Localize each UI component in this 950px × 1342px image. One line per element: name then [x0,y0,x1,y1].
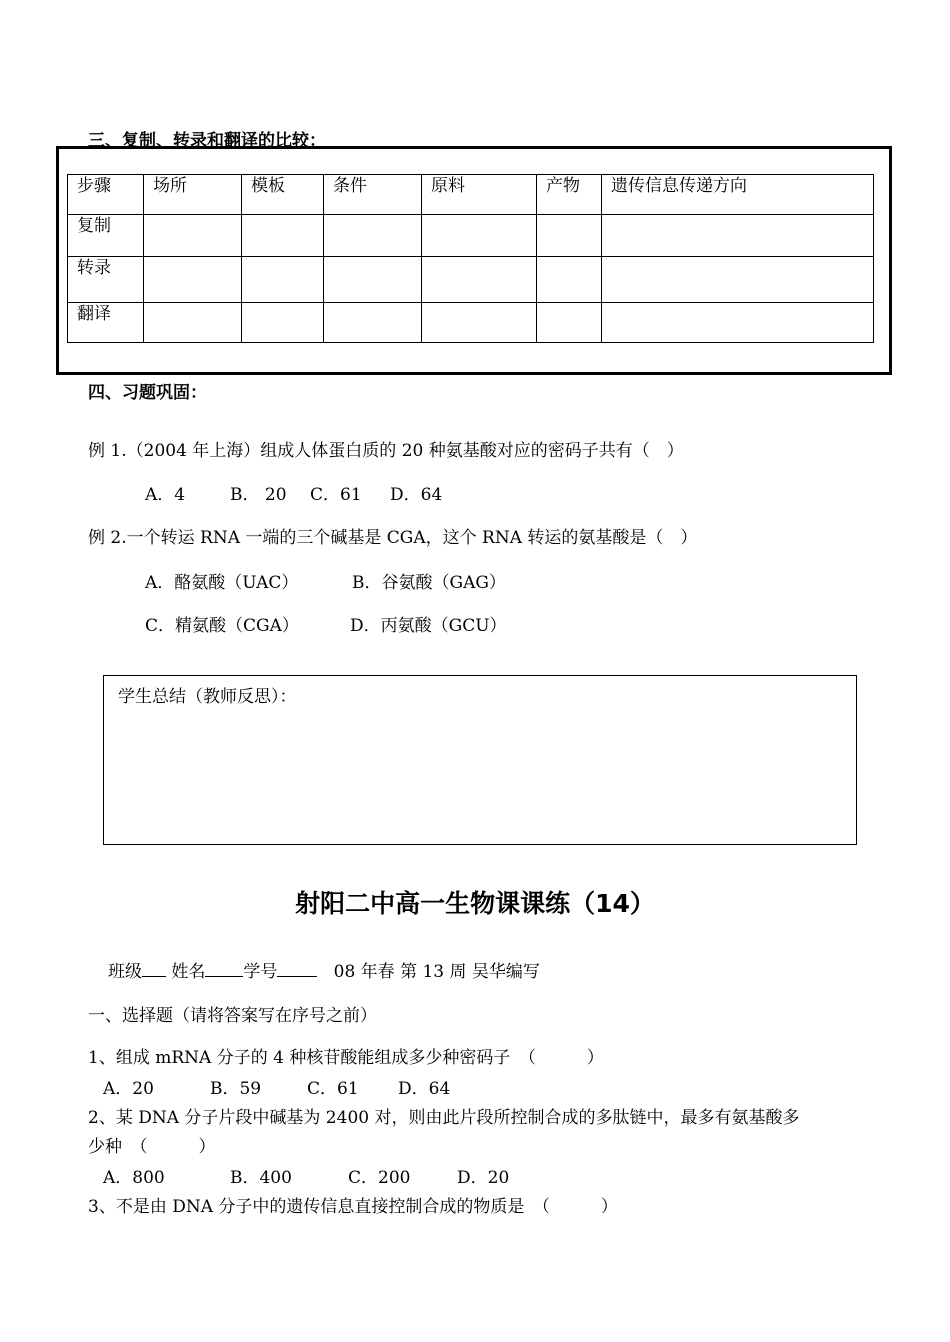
q1-option-a: A．20 [103,1079,154,1099]
q1-option-b: B．59 [210,1079,262,1099]
summary-box[interactable] [103,675,857,845]
table-cell [144,257,242,303]
example1-question: 例 1.（2004 年上海）组成人体蛋白质的 20 种氨基酸对应的密码子共有（ ） [88,441,684,461]
section3-heading: 三、复制、转录和翻译的比较： [88,131,326,151]
question-2-line1: 2、某 DNA 分子片段中碱基为 2400 对，则由此片段所控制合成的多肽链中，最多有氨基酸多 [88,1108,800,1128]
class-label: 班级 [108,962,142,982]
comparison-table [67,174,874,343]
table-cell [537,215,602,257]
q1-option-d: D．64 [398,1079,451,1099]
table-header-cell: 产物 [537,175,602,215]
table-row [68,215,874,257]
example1-option-a: A．4 [145,485,186,505]
table-cell [422,215,537,257]
table-header-cell: 模板 [242,175,324,215]
table-cell [537,257,602,303]
table-header-cell: 原料 [422,175,537,215]
table-cell [422,303,537,343]
meta-info: 08 年春 第 13 周 吴华编写 [333,962,540,982]
page-title: 射阳二中高一生物课课练（14） [295,889,655,918]
info-line [108,957,540,982]
q2-option-c: C．200 [348,1168,411,1188]
table-header-row [68,175,874,215]
table-cell: 转录 [68,257,144,303]
name-blank[interactable] [205,960,243,977]
table-cell [602,215,874,257]
number-label: 学号 [243,962,278,982]
table-row [68,303,874,343]
table-cell [324,303,422,343]
table-header-cell: 场所 [144,175,242,215]
table-cell [324,257,422,303]
q2-option-b: B．400 [230,1168,292,1188]
q2-option-a: A．800 [103,1168,165,1188]
table-cell [144,215,242,257]
table-header-cell: 遗传信息传递方向 [602,175,874,215]
table-cell [242,257,324,303]
q2-option-d: D．20 [457,1168,510,1188]
example2-option-c: C．精氨酸（CGA） [145,616,299,636]
table-cell [602,257,874,303]
table-row [68,257,874,303]
name-label: 姓名 [171,962,206,982]
example1-option-c: C．61 [310,485,362,505]
table-cell [242,215,324,257]
question-1: 1、组成 mRNA 分子的 4 种核苷酸能组成多少种密码子 （ ） [88,1048,604,1068]
table-header-cell: 条件 [324,175,422,215]
example2-question: 例 2.一个转运 RNA 一端的三个碱基是 CGA，这个 RNA 转运的氨基酸是（ ） [88,528,698,548]
example1-option-b: B． 20 [230,485,287,505]
example2-option-b: B．谷氨酸（GAG） [352,573,506,593]
table-cell [242,303,324,343]
table-header-cell: 步骤 [68,175,144,215]
section4-heading: 四、习题巩固： [88,383,207,403]
number-blank[interactable] [277,960,317,977]
part1-heading: 一、选择题（请将答案写在序号之前） [88,1006,377,1026]
example2-option-d: D．丙氨酸（GCU） [350,616,507,636]
class-blank[interactable] [142,960,166,977]
table-cell: 复制 [68,215,144,257]
table-cell [144,303,242,343]
table-cell [602,303,874,343]
table-cell [422,257,537,303]
q1-option-c: C．61 [307,1079,359,1099]
table-cell [537,303,602,343]
example1-option-d: D．64 [390,485,443,505]
summary-label: 学生总结（教师反思）： [118,687,297,707]
table-cell [324,215,422,257]
example2-option-a: A．酪氨酸（UAC） [145,573,299,593]
table-cell: 翻译 [68,303,144,343]
question-2-line2: 少种 （ ） [88,1137,216,1157]
question-3: 3、不是由 DNA 分子中的遗传信息直接控制合成的物质是 （ ） [88,1197,618,1217]
